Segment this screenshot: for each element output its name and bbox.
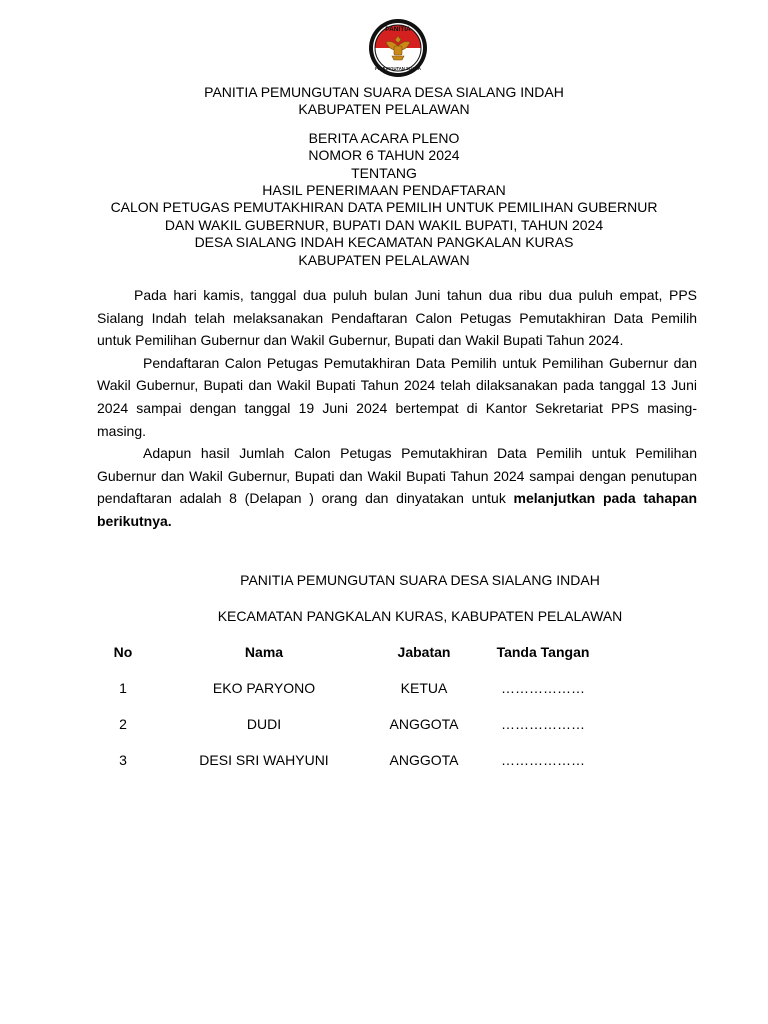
member-role: KETUA	[400, 680, 448, 696]
column-header-no: No	[113, 644, 133, 660]
doc-subject-line: DAN WAKIL GUBERNUR, BUPATI DAN WAKIL BUPATI, TAHUN 2024	[164, 216, 604, 233]
member-signature-line: ………………	[501, 680, 585, 696]
org-name: PANITIA PEMUNGUTAN SUARA DESA SIALANG INDAH	[204, 84, 564, 100]
doc-subject-line: KABUPATEN PELALAWAN	[298, 251, 470, 268]
signature-heading: PANITIA PEMUNGUTAN SUARA DESA SIALANG INDAH	[240, 572, 600, 588]
member-name: DUDI	[246, 716, 282, 732]
member-no: 2	[119, 716, 127, 732]
doc-number: NOMOR 6 TAHUN 2024	[308, 147, 460, 164]
body-paragraph: Pada hari kamis, tanggal dua puluh bulan Juni tahun dua ribu dua puluh empat, PPS Sialang Indah telah melaksanakan Pendaftaran Calon Petugas Pemutakhiran Data Pemilih untuk Pemilihan Gubernur dan Wakil Gubernur, Bupati dan Wakil Bupati Tahun 2024.	[97, 287, 697, 349]
body-paragraph: Pendaftaran Calon Petugas Pemutakhiran Data Pemilih untuk Pemilihan Gubernur dan Wakil Gubernur, Bupati dan Wakil Bupati Tahun 2024 telah dilaksanakan pada tanggal 13 Juni 2024 sampai dengan tanggal 19 Juni 2024 bertempat di Kantor Sekretariat PPS masing- masing.	[97, 354, 697, 439]
member-signature-line: ………………	[501, 752, 585, 768]
column-header-tanda-tangan: Tanda Tangan	[496, 644, 590, 660]
body-paragraph-text: Adapun hasil Jumlah Calon Petugas Pemutakhiran Data Pemilih untuk Pemilihan Gubernur dan Wakil Gubernur, Bupati dan Wakil Bupati Tahun 2024 sampai dengan penutupan pendaftaran adalah 8 (Delapan ) orang dan dinyatakan untuk	[97, 445, 697, 507]
column-header-nama: Nama	[244, 644, 284, 660]
doc-title: BERITA ACARA PLENO	[308, 129, 460, 146]
member-role: ANGGOTA	[389, 716, 459, 732]
member-role: ANGGOTA	[389, 752, 459, 768]
doc-subject-line: CALON PETUGAS PEMUTAKHIRAN DATA PEMILIH UNTUK PEMILIHAN GUBERNUR	[110, 199, 658, 216]
column-header-jabatan: Jabatan	[397, 644, 451, 660]
member-name: DESI SRI WAHYUNI	[199, 752, 329, 768]
member-signature-line: ………………	[501, 716, 585, 732]
org-region: KABUPATEN PELALAWAN	[298, 101, 470, 118]
doc-subject-line: HASIL PENERIMAAN PENDAFTARAN	[262, 182, 506, 199]
logo-top-text: PANITIA	[385, 26, 411, 33]
doc-about: TENTANG	[351, 164, 417, 181]
doc-subject-line: DESA SIALANG INDAH KECAMATAN PANGKALAN KURAS	[194, 234, 574, 251]
signature-subheading: KECAMATAN PANGKALAN KURAS, KABUPATEN PELALAWAN	[217, 608, 623, 624]
member-no: 1	[119, 680, 127, 696]
logo-bottom-text: PEMUNGUTAN SUARA	[375, 66, 421, 71]
member-name: EKO PARYONO	[212, 680, 316, 696]
body-paragraph-emphasis: melanjutkan pada tahapan berikutnya.	[97, 490, 698, 529]
member-no: 3	[119, 752, 127, 768]
